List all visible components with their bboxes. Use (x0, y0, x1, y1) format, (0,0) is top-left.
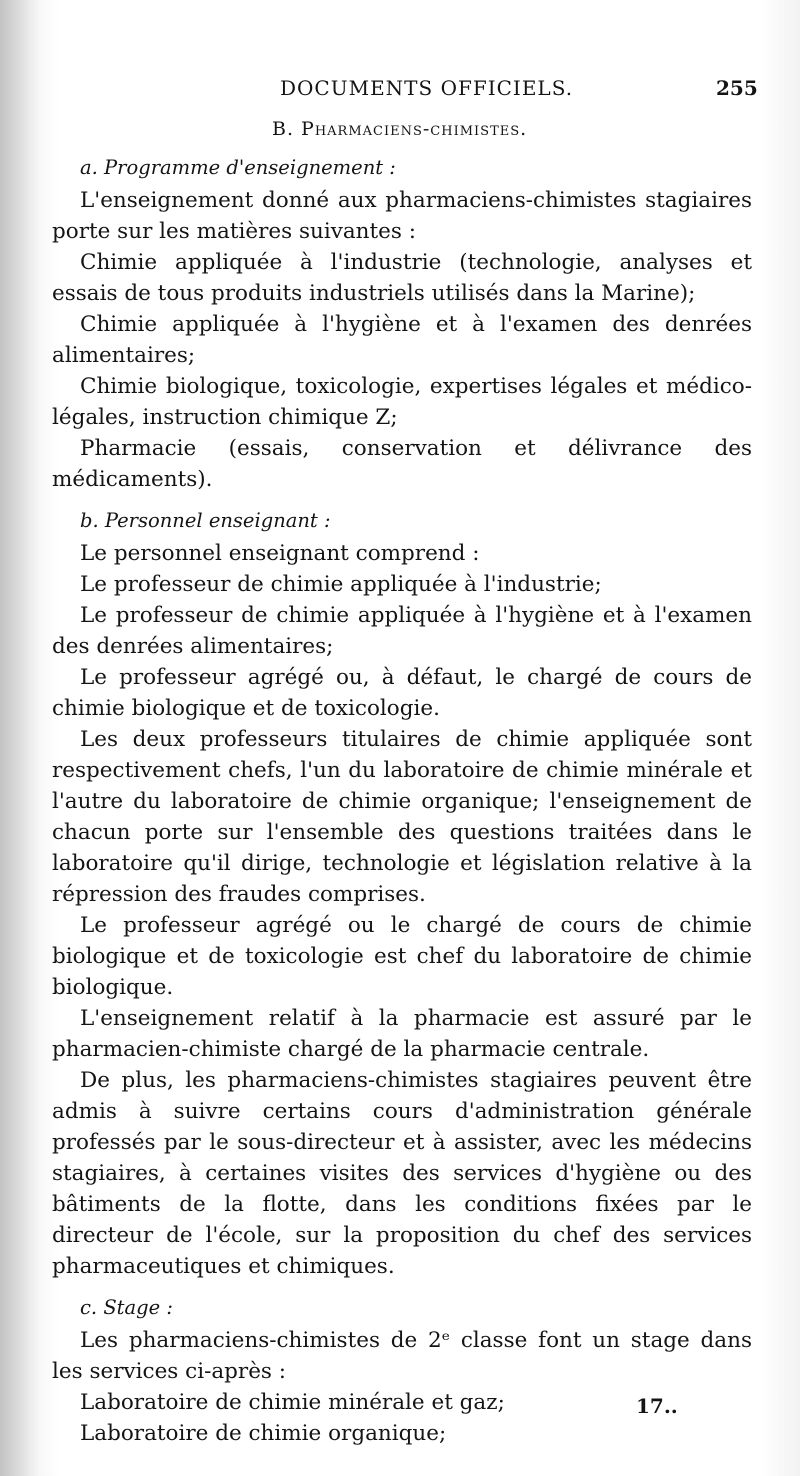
paragraph: Le professeur agrégé ou, à défaut, le chargé de cours de chimie biologique et de toxicologie. (52, 665, 752, 721)
paragraph: Le professeur de chimie appliquée à l'hygiène et à l'examen des denrées alimentaires; (52, 603, 752, 659)
paragraph: Les pharmaciens-chimistes de 2ᵉ classe font un stage dans les services ci-après : (52, 1328, 752, 1384)
subsection-heading: a. Programme d'enseignement : (80, 156, 396, 179)
paragraph: Pharmacie (essais, conservation et délivrance des médicaments). (52, 436, 752, 492)
running-head: DOCUMENTS OFFICIELS. (280, 76, 574, 100)
paragraph: Laboratoire de chimie organique; (80, 1421, 447, 1446)
page-edge-shadow (0, 0, 40, 1476)
paragraph: Le personnel enseignant comprend : (80, 541, 480, 566)
paragraph: Chimie appliquée à l'industrie (technologie, analyses et essais de tous produits industriels utilisés dans la Marine); (52, 250, 752, 306)
paragraph: Les deux professeurs titulaires de chimie appliquée sont respectivement chefs, l'un du laboratoire de chimie minérale et l'autre du laboratoire de chimie organique; l'enseignement de chacun porte sur l'ensemble des questions traitées dans le laboratoire qu'il dirige, technologie et législation relative à la répression des fraudes comprises. (52, 727, 752, 907)
paragraph: L'enseignement donné aux pharmaciens-chimistes stagiaires porte sur les matières suivantes : (52, 188, 752, 244)
paragraph: Chimie appliquée à l'hygiène et à l'examen des denrées alimentaires; (52, 312, 752, 368)
paragraph: Laboratoire de chimie minérale et gaz; (80, 1390, 505, 1415)
page-number: 255 (716, 76, 758, 100)
paragraph: L'enseignement relatif à la pharmacie est assuré par le pharmacien-chimiste chargé de la pharmacie centrale. (52, 1006, 752, 1062)
section-title: B. Pharmaciens-chimistes. (272, 118, 528, 140)
paragraph: Chimie biologique, toxicologie, expertises légales et médico-légales, instruction chimique Z; (52, 374, 752, 430)
page-header (0, 76, 800, 108)
signature-mark: 17.. (636, 1394, 678, 1418)
paragraph: Le professeur agrégé ou le chargé de cours de chimie biologique et de toxicologie est chef du laboratoire de chimie biologique. (52, 913, 752, 1000)
body-text (52, 152, 752, 1449)
paragraph: Le professeur de chimie appliquée à l'industrie; (80, 572, 602, 597)
subsection-heading: c. Stage : (80, 1296, 173, 1319)
subsection-heading: b. Personnel enseignant : (80, 509, 331, 532)
paragraph: De plus, les pharmaciens-chimistes stagiaires peuvent être admis à suivre certains cours d'administration générale professés par le sous-directeur et à assister, avec les médecins stagiaires, à certaines visites des services d'hygiène ou des bâtiments de la flotte, dans les conditions fixées par le directeur de l'école, sur la proposition du chef des services pharmaceutiques et chimiques. (52, 1068, 752, 1279)
